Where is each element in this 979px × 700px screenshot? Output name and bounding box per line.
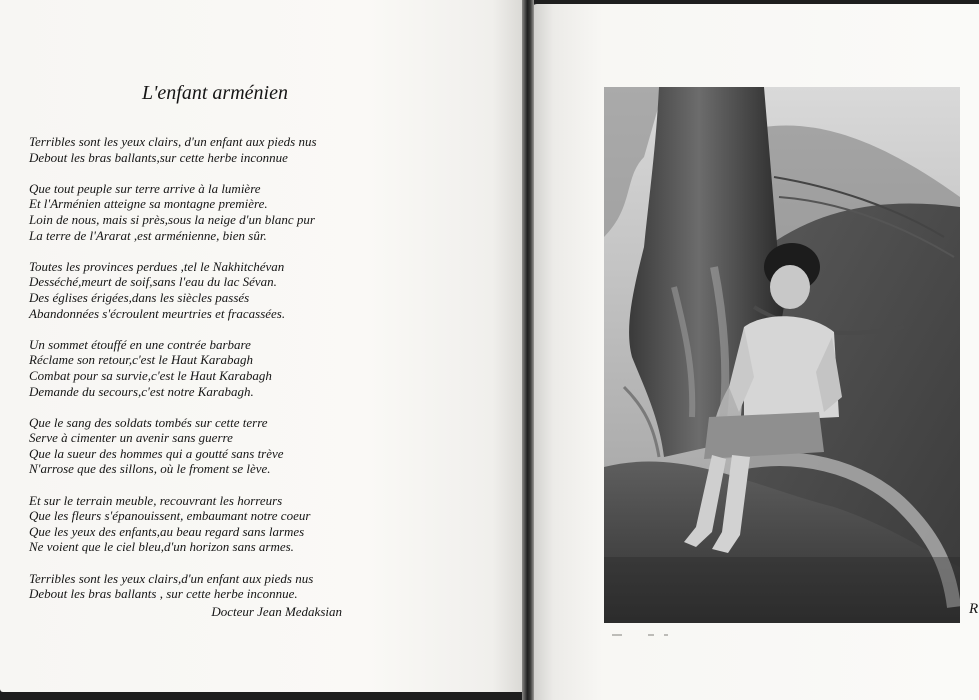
poem-stanza <box>29 415 369 477</box>
poem-line: N'arrose que des sillons, où le froment se lève. <box>29 461 271 477</box>
print-speck <box>664 634 668 636</box>
poem-line: Terribles sont les yeux clairs,d'un enfant aux pieds nus <box>29 570 314 586</box>
poem-line: Réclame son retour,c'est le Haut Karabagh <box>29 352 253 368</box>
poem-stanza <box>29 259 369 321</box>
photo-child-under-tree <box>604 87 960 623</box>
poem-line: Serve à cimenter un avenir sans guerre <box>29 430 233 446</box>
poem-line: Des églises érigées,dans les siècles passés <box>29 289 250 305</box>
poem-stanza <box>29 181 369 243</box>
poem-title: L'enfant arménien <box>142 82 288 104</box>
poem-author: Docteur Jean Medaksian <box>211 604 342 619</box>
poem-line: Un sommet étouffé en une contrée barbare <box>29 336 251 352</box>
poem-line: La terre de l'Ararat ,est arménienne, bien sûr. <box>29 227 267 243</box>
poem-stanza <box>29 337 369 399</box>
poem-line: Combat pour sa survie,c'est le Haut Karabagh <box>29 367 272 383</box>
poem-line: Que tout peuple sur terre arrive à la lumière <box>29 180 261 196</box>
poem-line: Demande du secours,c'est notre Karabagh. <box>29 383 254 399</box>
cropped-caption-letter: R <box>969 601 979 617</box>
poem-stanza <box>29 571 369 602</box>
book-gutter <box>522 0 534 700</box>
poem-line: Toutes les provinces perdues ,tel le Nakhitchévan <box>29 258 285 274</box>
print-speck <box>648 634 654 636</box>
print-speck <box>612 634 622 636</box>
poem-line: Desséché,meurt de soif,sans l'eau du lac Sévan. <box>29 274 277 290</box>
poem-body <box>29 134 369 617</box>
poem-line: Debout les bras ballants , sur cette herbe inconnue. <box>29 586 298 602</box>
poem-line: Terribles sont les yeux clairs, d'un enfant aux pieds nus <box>29 134 317 149</box>
poem-line: Que les yeux des enfants,au beau regard sans larmes <box>29 523 305 539</box>
poem-line: Abandonnées s'écroulent meurtries et fracassées. <box>29 305 286 321</box>
poem-line: Ne voient que le ciel bleu,d'un horizon sans armes. <box>29 539 294 555</box>
poem-line: Et sur le terrain meuble, recouvrant les horreurs <box>29 492 283 508</box>
poem-line: Que le sang des soldats tombés sur cette terre <box>29 414 268 430</box>
poem-line: Debout les bras ballants,sur cette herbe inconnue <box>29 149 288 165</box>
poem-stanza <box>29 493 369 555</box>
poem-line: Que les fleurs s'épanouissent, embaumant notre coeur <box>29 508 311 524</box>
poem-line: Et l'Arménien atteigne sa montagne première. <box>29 196 268 212</box>
poem-stanza <box>29 134 369 165</box>
poem-line: Loin de nous, mais si près,sous la neige d'un blanc pur <box>29 211 315 227</box>
poem-line: Que la sueur des hommes qui a goutté sans trève <box>29 445 284 461</box>
